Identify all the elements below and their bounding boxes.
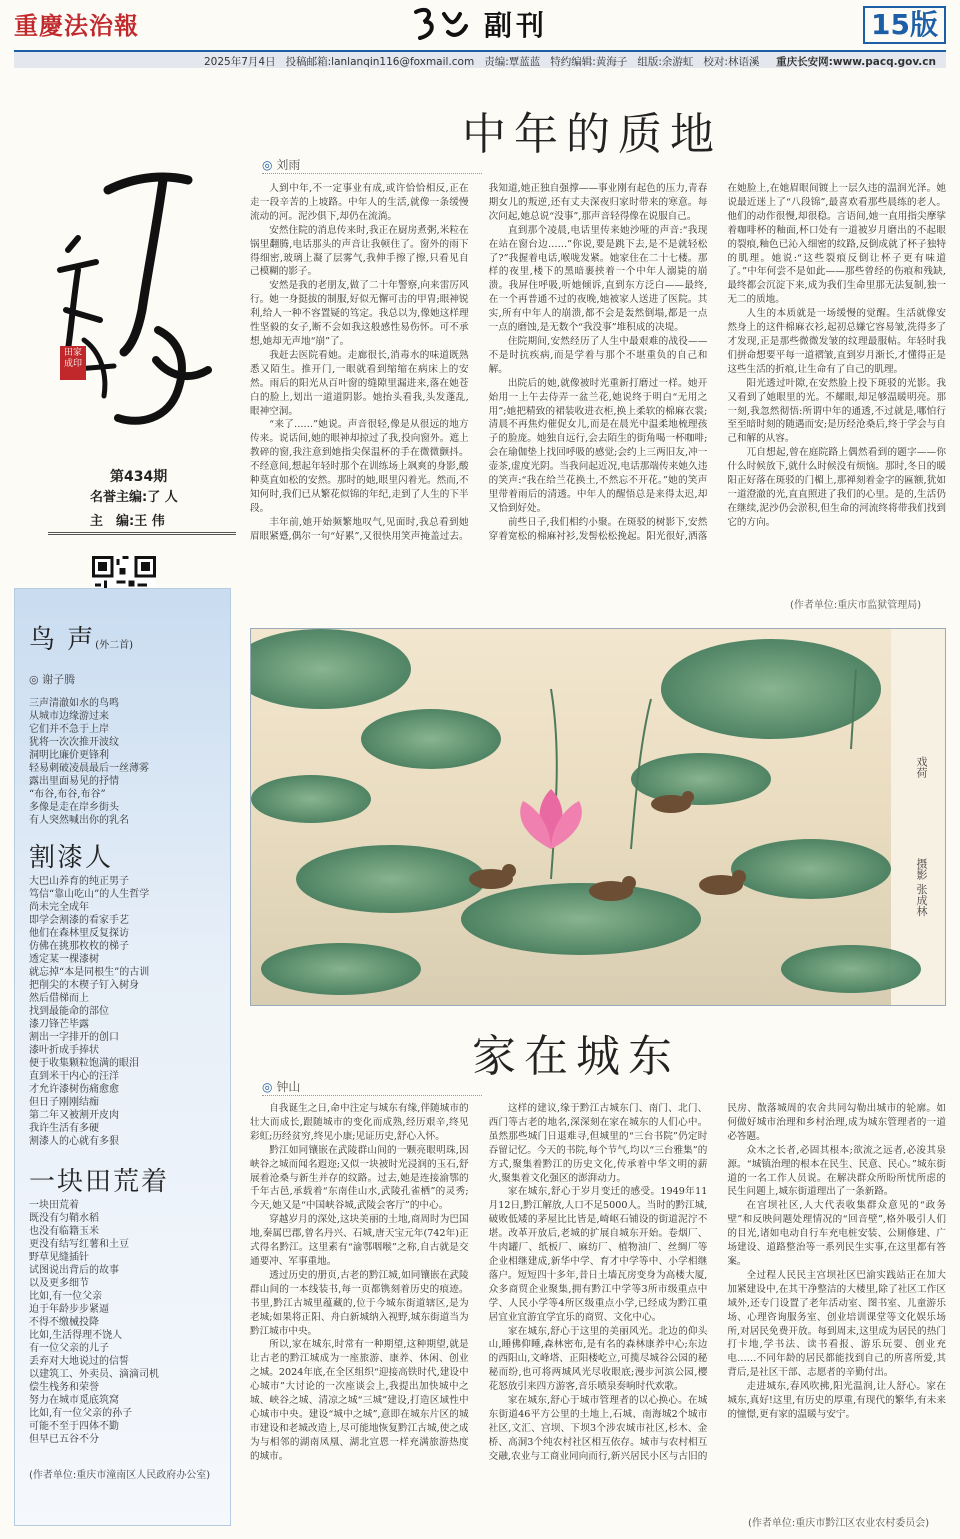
article-paragraph: 安然住院的消息传来时,我正在厨房煮粥,米粒在锅里翻腾,电话那头的声音让我顿住了。窗外的雨下得细密,玻璃上凝了层雾气,我伸手擦了擦,只看见自己模糊的影子。 bbox=[250, 224, 469, 278]
poem-line: 但早已五谷不分 bbox=[29, 1434, 99, 1445]
masthead bbox=[0, 0, 960, 68]
poem-line: 有一位父亲的儿子 bbox=[29, 1343, 109, 1354]
info-bar bbox=[14, 50, 946, 68]
article-2-title: 家在城东 bbox=[472, 1031, 680, 1082]
poem-line: 比如,生活得理不饶人 bbox=[29, 1330, 123, 1341]
article-paragraph: 穿越岁月的深处,这块美丽的土地,商周时为巴国地,秦属巴郡,曾名丹兴、石城,唐天宝元年(742年)正式得名黔江。这里素有“渝鄂咽喉”之称,自古就是交通要冲、军事重地。 bbox=[250, 1214, 469, 1267]
page-number: 15版 bbox=[863, 6, 946, 44]
article-paragraph: 众木之长者,必固其根本;欲流之远者,必浚其泉源。“城镇治理的根本在民生、民意、民心。”城东街道的一名工作人员说。在解决群众所盼所忧所虑的民生问题上,城东街道理出了一条新路。 bbox=[727, 1144, 946, 1198]
poem-line: 比如,有一位父亲 bbox=[29, 1291, 103, 1302]
article-paragraph: 这样的建议,缘于黔江古城东门、南门、北门、西门等古老的地名,深深刻在家在城东的人们心中。虽然那些城门日退难寻,但城里的“三台书院”仍定时吞留记忆。今天的书院,每个节气,均以“三台雅集”的方式,聚集着黔江的历史文化,传承着中华文明的薪火,聚集着文化强区的澎湃动力。 bbox=[488, 1103, 708, 1184]
poem-line: 偿生栈务和荣誉 bbox=[29, 1382, 99, 1393]
issue-number: 第434期 bbox=[110, 469, 168, 485]
editor-label: 主 编: bbox=[90, 514, 135, 529]
poem-line: “布谷,布谷,布谷” bbox=[29, 789, 106, 800]
poem-1-author: ◎ 谢子腾 bbox=[29, 673, 76, 686]
article-paragraph: 家在城东,舒心于这里的美丽风光。北边的仰头山,睡佛仰睡,森林密布,是有名的森林康养中心;东边的西阳山,文峰塔、正阳楼屹立,可揽尽城谷公园的秘秘而纷,也可将两城风光尽收眼底;漫步河滨公园,樱花怒放引来四方游客,音乐喷泉奏响时代欢歌。 bbox=[488, 1325, 708, 1393]
poem-line: 尚未完全成年 bbox=[29, 902, 89, 913]
poem-line: 三声清澈如水的鸟鸣 bbox=[29, 698, 119, 709]
poem-line: 不得不缴械投降 bbox=[29, 1317, 99, 1328]
poem-line: 野草见缝插针 bbox=[29, 1252, 89, 1263]
section-name: 副刊 bbox=[484, 9, 549, 42]
article-paragraph: 全过程人民民主宫坝社区巴渝实践站正在加大加紧建设中,在其干净整洁的大楼里,除了社区工作区域外,还专门设置了老年活动室、图书室、儿童游乐场、心理咨询服务室、创业培训课堂等文化娱乐场所,对居民免费开放。每到周末,这里成为居民的热门打卡地,学书法、读书看报、游乐玩耍、创业充电……不同年龄的居民都能找到自己的所喜所爱,其背后,是社区干部、志愿者的辛勤付出。 bbox=[727, 1269, 946, 1379]
poem-line: 仿佛在挑那枚枚的梯子 bbox=[29, 941, 129, 952]
poem-line: 丢弃对大地说过的信誓 bbox=[29, 1356, 129, 1367]
poem-3-title: 一块田荒着 bbox=[29, 1167, 170, 1197]
article-paragraph: 家在城东,舒心于城市管理者的以心换心。在城东街道46平方公里的土地上,石城、南海城2个城市社区,文汇、宫坝、下坝3个涉农城市社区,杉木、金桥、高洞3个纯农村社区相互依存。城市与农村相互交融,农业与工商业同向而行,新兴居民小区与古旧的民房、散落城周的农舍共同勾勒出城市的轮廓。如何做好城市治理和乡村治理,成为城东管理者的一道必答题。 bbox=[488, 1103, 946, 1462]
article-1-body bbox=[250, 182, 946, 612]
poem-line: 把削尖的木楔子钉入树身 bbox=[29, 980, 139, 991]
poem-panel bbox=[14, 588, 231, 1526]
article-paragraph: 在宫坝社区,人大代表收集群众意见的“政务壁”和反映问题处理情况的“回音壁”,格外吸引人们的目光,诸如电动自行车充电桩安装、公厕修建、广场建设、道路整治等一系列民生实事,在这里都有答案。 bbox=[727, 1200, 946, 1267]
article-2-credit: (作者单位:重庆市黔江区农业农村委员会) bbox=[748, 1518, 930, 1529]
poem-line: 可能不至于四体不勤 bbox=[29, 1421, 119, 1432]
article-paragraph: 走进城东,春风吹拂,阳光温润,让人舒心。家在城东,真好!这里,有历史的厚重,有现代的繁华,有未来的憧憬,更有家的温暖与安宁。 bbox=[727, 1381, 946, 1420]
poem-line: 才允许漆树伤痛愈愈 bbox=[29, 1084, 119, 1095]
poem-line: 透定某一棵漆树 bbox=[29, 954, 99, 965]
article-1-title: 中年的质地 bbox=[462, 109, 722, 160]
poem-line: 试图说出背后的故事 bbox=[29, 1265, 119, 1276]
issue-date: 2025年7月4日 bbox=[204, 56, 276, 68]
article-1-author: 刘雨 bbox=[276, 158, 301, 172]
article-paragraph: 阳光透过叶隙,在安然脸上投下斑驳的光影。我又看到了她眼里的光。不耀眼,却足够温暖明亮。那一刻,我忽然彻悟:所谓中年的通透,不过就是,哪怕行至至暗时刻的随遇而安;是历经沧桑后,终于学会与自己和解的从容。 bbox=[727, 377, 946, 445]
submission-email[interactable]: 投稿邮箱:lanlanqin116@foxmail.com bbox=[285, 56, 475, 68]
article-1-byline: ◎ 刘雨 bbox=[262, 156, 482, 174]
poem-credit: (作者单位:重庆市潼南区人民政府办公室) bbox=[29, 1470, 211, 1481]
poem-line: 找到最能命的部位 bbox=[29, 1006, 109, 1017]
poem-line: 犹将一次次推开波纹 bbox=[29, 737, 119, 748]
poem-line: 我许生活有多硬 bbox=[29, 1123, 99, 1134]
article-paragraph: 人生的本质就是一场缓慢的觉醒。生活就像安然身上的这件棉麻衣衫,起初总嫌它容易皱,洗得多了才发现,正是那些微微发皱的纹理最服帖。年轻时我们拼命想要平每一道褶皱,直到岁月渐长,才懂得正是这些生活的折痕,让生命有了自己的肌理。 bbox=[727, 308, 946, 375]
poem-1-title-text: 鸟 声 bbox=[29, 625, 96, 655]
poem-line: 笃信“靠山吃山”的人生哲学 bbox=[29, 889, 150, 900]
article-2-body bbox=[250, 1102, 946, 1522]
article-paragraph: 前些日子,我们相约小聚。在斑驳的树影下,安然穿着宽松的棉麻衬衫,发髻松松挽起。阳光很好,洒落在她脸上,在她眉眼间镀上一层久违的温润光泽。她说最近迷上了“八段锦”,最喜欢看那些晨练的老人。他们的动作很慢,却很稳。言语间,她一直用指尖摩挲着咖啡杯的釉面,杯口处有一道被岁月磨出的不起眼的裂痕,釉色已沁入细密的纹路,反倒成就了杯子独特的肌理。她说:“这些裂痕反倒让杯子更有味道了。”中年何尝不是如此——那些曾经的伤痕和残缺,最终都会沉淀下来,成为我们生命里那无法复制,独一无二的质地。 bbox=[488, 183, 946, 542]
lotus-photo bbox=[250, 628, 946, 1006]
poem-line: 直到米干内心的汪洋 bbox=[29, 1071, 119, 1082]
column-panel bbox=[14, 70, 234, 590]
article-paragraph: 安然是我的老朋友,做了二十年警察,向来雷厉风行。她一身挺拔的制服,好似无懈可击的甲胄;眼神锐利,给人一种不容置疑的笃定。我总以为,像她这样理性坚毅的女子,断不会如我这般感性易伤怀。可不承想,她却无声地“崩”了。 bbox=[250, 280, 469, 347]
article-2-byline: ◎ 钟山 bbox=[262, 1078, 482, 1096]
section-logo-icon bbox=[410, 4, 474, 44]
article-paragraph: 出院后的她,就像被时光重新打磨过一样。她开始用一上午去侍弄一盆兰花,她说终于明白“无用之用”;她把精致的裙装收进衣柜,换上柔软的棉麻衣裳;清晨不再焦灼催促女儿,而是在晨光中温柔地梳理孩子的脸庞。她独自远行,会去陌生的街角喝一杯咖啡;会在瑜伽垫上找回呼吸的感觉;会约上三两旧友,冲一壶茶,虚度光阴。当我问起近况,电话那端传来她久违的笑声:“我在给兰花换土,不然忘不开花。”她的笑声里带着雨后的清透。中年人的醒悟总是来得太迟,却又恰到好处。 bbox=[488, 377, 708, 514]
article-paragraph: 直到那个凌晨,电话里传来她沙哑的声音:“我现在站在窗台边……”你说,要是跳下去,是不是就轻松了?”我握着电话,喉咙发紧。她家住在二十七楼。那样的夜里,楼下的黑暗裹挟着一个中年人溺毙的崩溃。我屏住呼吸,听她倾诉,直到东方泛白——最终,在一个再普通不过的夜晚,她被家人送进了医院。其实,所有中年人的崩溃,都不会是轰然倒塌,都是一点一点的磨蚀,是无数个“我没事”堆积成的决堤。 bbox=[488, 224, 708, 334]
poem-1-title bbox=[29, 619, 133, 656]
poem-1-subtitle: (外二首) bbox=[95, 640, 134, 651]
article-2-author: 钟山 bbox=[276, 1080, 301, 1094]
poem-line: 割出一字排开的创口 bbox=[29, 1032, 119, 1043]
poem-line: 比如,有一位父亲的孙子 bbox=[29, 1408, 133, 1419]
article-paragraph: 兀自想起,曾在庭院路上偶然看到的题字——你什么时候放下,就什么时候没有烦恼。那时,冬日的暖阳正好落在斑驳的门楣上,那禅刻着金字的匾额,犹如一道澄澈的光,直直照进了我们的心里。是的,生活仍在继续,泥沙仍会淤积,但生命的河流终将带我们找到它的方向。 bbox=[727, 447, 946, 528]
poem-line: 既没有匀鞘水稻 bbox=[29, 1213, 99, 1224]
lotus-ducks-image bbox=[251, 629, 946, 1006]
column-divider bbox=[48, 532, 236, 535]
poem-line: 一块田荒着 bbox=[29, 1200, 79, 1211]
article-paragraph: 所以,家在城东,时常有一种期望,这种期望,就是让古老的黔江城成为一座旅游、康养、休闲、创业之城。2024年底,在全区组织“迎接高铁时代,建设中心城市”大讨论的一次座谈会上,我提出加快城中之城、峡谷之城、清凉之城“三城”建设,打造区域性中心城市中央。建设“城中之城”,意即在城东片区的城市建设和老城改造上,尽可能地恢复黔江古城,使之成为与相邻的湖南凤凰、湖北宣恩一样充满旅游热度的城市。 bbox=[250, 1339, 469, 1462]
poem-line: 他们在森林里反复探访 bbox=[29, 928, 129, 939]
poem-line: 第二年又被割开皮肉 bbox=[29, 1110, 119, 1121]
poem-line: 即学会割漆的看家手艺 bbox=[29, 915, 129, 926]
column-editor bbox=[90, 510, 165, 529]
poem-line: 从城市边缘游过来 bbox=[29, 711, 109, 722]
article-paragraph: 黔江如同镶嵌在武陵群山间的一颗亮眼明珠,因峡谷之城而闻名遐迩;又似一块被时光浸润的玉石,舒展着沧桑与新生并存的纹路。过去,她是连接渝鄂的千年古邑,承载着“东南佳山水,武陵孔雀栖”的灵秀;今天,她又是“中国峡谷城,武陵会客厅”的中心。 bbox=[250, 1144, 469, 1212]
poem-line: 大巴山养育的纯正男子 bbox=[29, 876, 129, 887]
poem-line: 漆叶折成手捧状 bbox=[29, 1045, 99, 1056]
poem-3-lines bbox=[29, 1199, 159, 1446]
poem-line: 多像是走在岸乡街头 bbox=[29, 802, 119, 813]
article-paragraph: 人到中年,不一定事业有成,或许恰恰相反,正在走一段辛苦的上坡路。中年人的生活,就像一条缓慢流动的河。泥沙俱下,却仍在流淌。 bbox=[250, 183, 469, 222]
honorary-host-label: 名誉主编: bbox=[90, 490, 148, 505]
poem-line: 迫于年龄步步紧逼 bbox=[29, 1304, 109, 1315]
poem-line: 以建筑工、外卖员、滴滴司机 bbox=[29, 1369, 159, 1380]
poem-line: 更没有结写红薯和土豆 bbox=[29, 1239, 129, 1250]
chief-editor: 责编:覃蓝蓝 bbox=[484, 56, 541, 68]
poem-2-lines bbox=[29, 875, 149, 1148]
seal-stamp: 田家成印 bbox=[60, 346, 86, 380]
info-left bbox=[204, 54, 759, 69]
layout-editor: 组版:余游虹 bbox=[637, 56, 694, 68]
photo-credit: 摄影 张成林 bbox=[915, 858, 928, 917]
honorary-host bbox=[90, 486, 178, 505]
article-1-credit: (作者单位:重庆市监狱管理局) bbox=[790, 600, 922, 611]
article-paragraph: 我赶去医院看她。走廊很长,消毒水的味道既熟悉又陌生。推开门,一眼就看到缩缩在病床上的安然。雨后的阳光从百叶窗的缝隙里漏进来,落在她苍白的脸上,划出一道道阴影。她抬头看我,头发蓬乱,眼神空洞。 bbox=[250, 349, 469, 417]
poem-line: 它们并不急于上岸 bbox=[29, 724, 109, 735]
editor-name: 王 伟 bbox=[134, 514, 165, 529]
poem-line: 割漆人的心就有多狠 bbox=[29, 1136, 119, 1147]
article-paragraph: 丰年前,她开始频繁地叹气,见面时,我总看到她眉眼紧蹙,偶尔一句“好累”,又很快用笑声掩盖过去。我知道,她正独自强撑——事业刚有起色的压力,青春期女儿的叛逆,还有丈夫深夜归家时带来的寒意。每次问起,她总说“没事”,那声音轻得像在说服自己。 bbox=[250, 183, 708, 542]
honorary-host-name: 了 人 bbox=[147, 490, 178, 505]
poem-line: 露出里面易见的抒情 bbox=[29, 776, 119, 787]
poem-line: 便于收集颗粒饱满的眼泪 bbox=[29, 1058, 139, 1069]
poem-line: 努力在城市觅底筑窝 bbox=[29, 1395, 119, 1406]
poem-1-lines bbox=[29, 697, 149, 827]
article-paragraph: 自我诞生之日,命中注定与城东有缘,伴随城市的壮大而成长,跟随城市的变化而成熟,经历艰辛,终见彩虹;历经贫穷,终见小康;见证历史,舒心入怀。 bbox=[250, 1103, 469, 1142]
poem-line: 以及更多细节 bbox=[29, 1278, 89, 1289]
poem-line: 轻易刺破凌晨最后一丝薄雾 bbox=[29, 763, 149, 774]
poem-line: 但日子刚刚结痂 bbox=[29, 1097, 99, 1108]
poem-line: 然后借梯而上 bbox=[29, 993, 89, 1004]
poem-author-name: 谢子腾 bbox=[42, 673, 76, 686]
proofreader: 校对:林语溪 bbox=[703, 56, 760, 68]
poem-2-title: 割漆人 bbox=[29, 843, 114, 873]
article-paragraph: 住院期间,安然经历了人生中最艰难的战役——不是时抗疾病,而是学着与那个不堪重负的自己和解。 bbox=[488, 335, 708, 375]
photo-caption: 戏荷 bbox=[915, 756, 928, 778]
calligraphy-logo-icon bbox=[38, 120, 218, 450]
article-paragraph: 透过历史的册页,古老的黔江城,如同镶嵌在武陵群山间的一本线装书,每一页都镌刻着历史的痕迹。书里,黔江古城里蕴藏的,位于今城东街道辖区,是为老城;如果将正阳、舟白新城纳入视野,城东街道当为黔江城市中央。 bbox=[250, 1269, 469, 1337]
paper-name: 重慶法治報 bbox=[14, 11, 139, 40]
poem-line: 漆刀锋芒毕露 bbox=[29, 1019, 89, 1030]
article-paragraph: “来了……”她说。声音很轻,像是从很远的地方传来。说话间,她的眼神却掠过了我,投向窗外。遮上教碎的窗,我注意到她指尖保温杯的手在微微颤抖。不经意间,想起年轻时那个在训练场上飒爽的身影,酸种莫直如松的安然。那时的她,眼里闪着光。然而,不知何时,我们已从繁花似锦的年纪,走到了人生的下半段。 bbox=[250, 419, 469, 514]
poem-line: 就忘掉“本是同根生”的古训 bbox=[29, 967, 150, 978]
special-editor: 特约编辑:黄海子 bbox=[550, 56, 628, 68]
website-link[interactable]: 重庆长安网:www.pacq.gov.cn bbox=[776, 56, 936, 68]
poem-line: 洞明比廉价更锋利 bbox=[29, 750, 109, 761]
poem-line: 也没有临籍玉米 bbox=[29, 1226, 99, 1237]
poem-line: 有人突然喊出你的乳名 bbox=[29, 815, 129, 826]
article-paragraph: 家在城东,舒心于岁月变迁的感受。1949年11月12日,黔江解放,人口不足5000人。当时的黔江城,破败低矮的茅屋比比皆是,崎岖石铺设的街道泥泞不堪。改革开放后,老城的扩展自城东开始。卷烟厂、牛肉罐厂、纸板厂、麻纺厂、植物油厂、丝绸厂等企业相继建成,新华中学、育才中学等中、小学相继落户。短短四十多年,昔日土墙瓦房变身为高楼大厦,众多商贸企业聚集,拥有黔江中学等3所市级重点中学、人民小学等4所区级重点小学,已经成为黔江重居宜业宜游宜学宜乐的商贸、文化中心。 bbox=[488, 1186, 708, 1323]
